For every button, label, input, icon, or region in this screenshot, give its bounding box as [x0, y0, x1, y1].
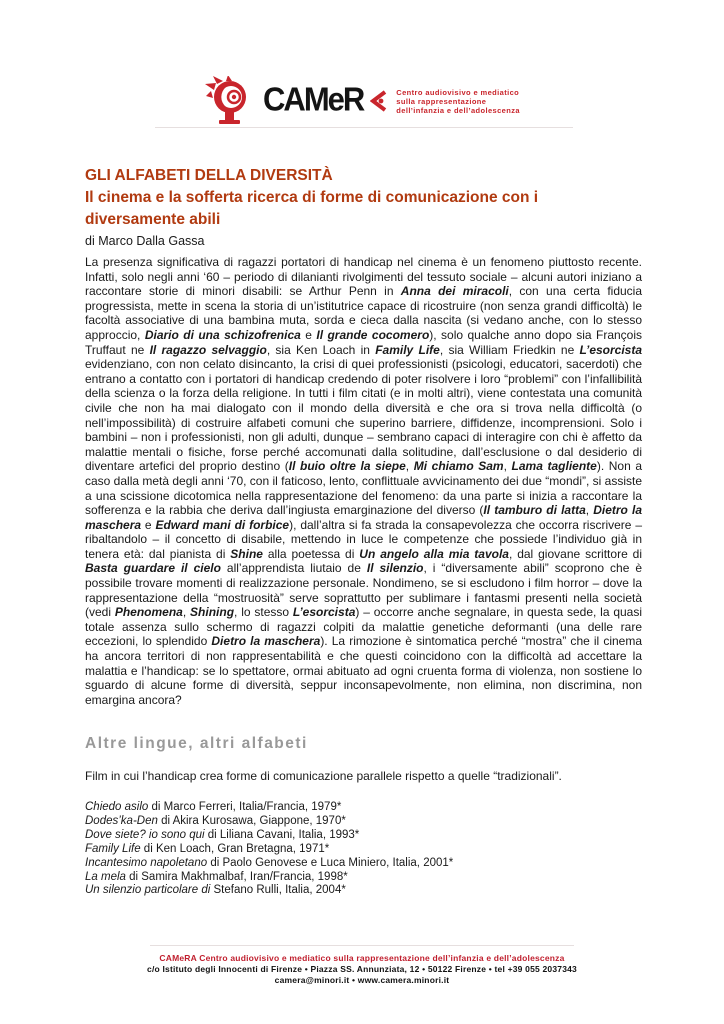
film-details: di Akira Kurosawa, Giappone, 1970* [157, 814, 346, 827]
list-item [85, 884, 642, 898]
film-details: Stefano Rulli, Italia, 2004* [210, 884, 346, 897]
footer-divider [150, 945, 574, 946]
list-item [85, 829, 642, 843]
list-item [85, 871, 642, 885]
film-title: Un silenzio particolare di [85, 884, 211, 897]
footer-contacts-line: camera@minori.it • www.camera.minori.it [274, 975, 450, 985]
section-heading: Altre lingue, altri alfabeti [85, 735, 308, 752]
tagline-line-3: dell’infanzia e dell’adolescenza [396, 105, 520, 115]
film-details: di Samira Makhmalbaf, Iran/Francia, 1998* [125, 870, 348, 883]
list-item [85, 843, 642, 857]
film-title: La mela [85, 870, 126, 883]
camera-logo [0, 76, 724, 126]
section-intro: Film in cui l’handicap crea forme di comunicazione parallele rispetto a quelle “tradizionali”. [85, 769, 562, 783]
film-title: Family Life [85, 842, 141, 855]
article-body: La presenza significativa di ragazzi portatori di handicap nel cinema è un fenomeno piuttosto recente. Infatti, solo negli anni ‘60 – periodo di dilanianti rivolgimenti del tessuto sociale – alcuni autori iniziano a raccontare storie di minori disabili: se Arthur Penn in Anna dei miracoli, con una certa fiducia progressista, mette in scena la storia di un’istitutrice capace di ricostruire (non senza grandi difficoltà) le facoltà associative di una bambina muta, sorda e cieca dalla nascita (si vedano anche, con lo stesso approccio, Diario di una schizofrenica e Il grande cocomero), solo qualche anno dopo sia François Truffaut ne Il ragazzo selvaggio, sia Ken Loach in Family Life, sia William Friedkin ne L’esorcista evidenziano, con non celato disincanto, la crisi di quei professionisti (psicologi, educatori, sacerdoti) che entrano a contatto con i portatori di handicap credendo di poter risolvere i loro “problemi” con l’infallibilità della scienza o la forza della religione. In tutti i film citati (e in molti altri), viene contestata una comunità civile che non ha mai dialogato con il mondo della diversità e che ora si trova nella difficoltà (o nell’impossibilità) di costruire alfabeti comuni che superino barriere, diffidenze, incomprensioni. Solo i bambini – non i professionisti, non gli adulti, dunque – sembrano capaci di interagire con chi è affetto da malattie mentali o fisiche, forse perché accomunati dalla solitudine, dall’esclusione o dal desiderio di diventare artefici del proprio destino (Il buio oltre la siepe, Mi chiamo Sam, Lama tagliente). Non a caso dalla metà degli anni ‘70, con il faticoso, lento, conflittuale avvicinamento dei due “mondi”, si assiste a una scissione dicotomica nella rappresentazione del fenomeno: da una parte si inizia a raccontare la sofferenza e la rabbia che deriva dall’ingiusta emarginazione del diverso (Il tamburo di latta, Dietro la maschera e Edward mani di forbice), dall’altra si fa strada la consapevolezza che occorra riscrivere – ribaltandolo – il concetto di disabile, mettendo in luce le competenze che possiede l’individuo già in tenera età: dal pianista di Shine alla poetessa di Un angelo alla mia tavola, dal giovane scrittore di Basta guardare il cielo all’apprendista liutaio de Il silenzio, i “diversamente abili” scoprono che è possibile trovare momenti di realizzazione personale. Nondimeno, se si escludono i film horror – dove la rappresentazione della “mostruosità” serve soprattutto per sublimare i fantasmi presenti nella società (vedi Phenomena, Shining, lo stesso L’esorcista) – occorre anche segnalare, in questa sede, la quasi totale assenza sullo schermo di ragazzi colpiti da malattie genetiche deformanti (una delle rare eccezioni, lo splendido Dietro la maschera). La rimozione è sintomatica perché “mostra” che il cinema ha ancora territori di non rappresentabilità e che questi coincidono con la difficoltà ad accettare la malattia e l’handicap: se lo spettatore, ormai abituato ad ogni cruenta forma di violenza, non sostiene lo sguardo di alcune forme di diversità, seppur inconsapevolmente, non elimina, non discrimina, non emargina ancora? [85, 255, 643, 707]
film-details: di Marco Ferreri, Italia/Francia, 1979* [148, 801, 342, 813]
film-list [85, 801, 642, 898]
author-byline: di Marco Dalla Gassa [85, 234, 205, 248]
camera-wordmark: CAMeR [263, 79, 364, 118]
film-title: Dodes’ka-Den [85, 814, 158, 827]
page-subtitle-line-2: diversamente abili [85, 211, 221, 228]
footer-address-line: c/o Istituto degli Innocenti di Firenze • Piazza SS. Annunziata, 12 • 50122 Firenze • tel +39 055 2037343 [147, 964, 577, 974]
list-item [85, 857, 642, 871]
left-play-arrow-icon [370, 89, 387, 113]
tagline-line-2: sulla rappresentazione [396, 96, 487, 106]
film-details: di Liliana Cavani, Italia, 1993* [204, 828, 360, 841]
film-details: di Paolo Genovese e Luca Miniero, Italia, 2001* [207, 856, 454, 869]
film-details: di Ken Loach, Gran Bretagna, 1971* [140, 842, 330, 855]
page-subtitle-line-1: Il cinema e la sofferta ricerca di forme di comunicazione con i [85, 189, 539, 206]
film-title: Dove siete? io sono qui [85, 828, 205, 841]
page-title: GLI ALFABETI DELLA DIVERSITÀ [85, 167, 333, 184]
title-block [85, 165, 643, 249]
film-title: Incantesimo napoletano [85, 856, 208, 869]
list-item [85, 801, 642, 815]
footer-brand-line: CAMeRA Centro audiovisivo e mediatico sulla rappresentazione dell’infanzia e dell’adolescenza [159, 953, 565, 963]
logo-tagline [396, 88, 520, 115]
list-item [85, 815, 642, 829]
film-title: Chiedo asilo [85, 801, 149, 813]
tagline-line-1: Centro audiovisivo e mediatico [396, 87, 520, 97]
footer [0, 953, 724, 986]
camera-mascot-icon [204, 76, 256, 126]
header-divider [155, 127, 573, 128]
